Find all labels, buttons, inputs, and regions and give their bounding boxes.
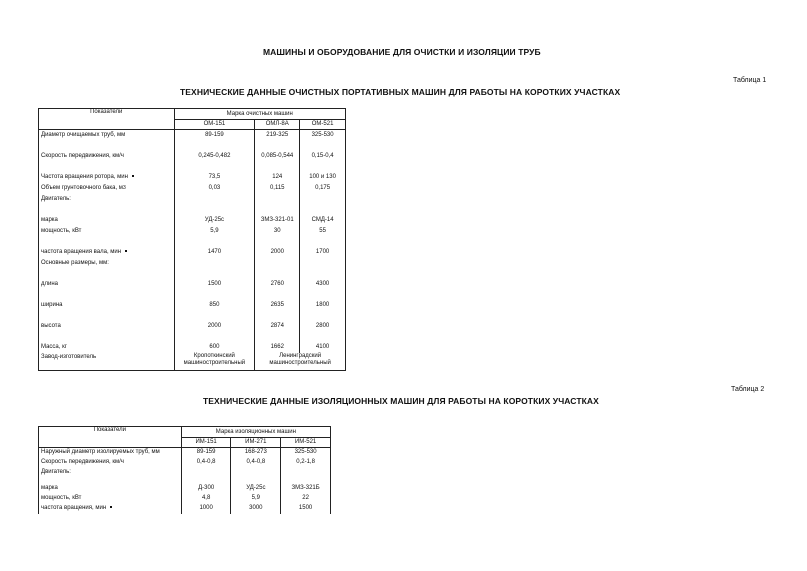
row-label: марка bbox=[39, 484, 182, 494]
table2-header-param: Показатели bbox=[39, 427, 182, 448]
table-row bbox=[39, 247, 346, 258]
table1-number: Таблица 1 bbox=[733, 77, 767, 84]
table-row bbox=[39, 130, 346, 141]
cell: 73,5 bbox=[174, 172, 255, 183]
cell: 124 bbox=[255, 172, 300, 183]
cell: 55 bbox=[300, 226, 346, 237]
row-label: Наружный диаметр изолируемых труб, мм bbox=[39, 448, 182, 458]
cell: 850 bbox=[174, 300, 255, 311]
table-row bbox=[39, 183, 346, 194]
row-label: марка bbox=[39, 215, 175, 226]
cell: 2000 bbox=[174, 321, 255, 332]
row-label: мощность, кВт bbox=[39, 494, 182, 504]
cell: 5,9 bbox=[174, 226, 255, 237]
table2-model-1: ИМ-151 bbox=[181, 438, 231, 448]
table2-title: ТЕХНИЧЕСКИЕ ДАННЫЕ ИЗОЛЯЦИОННЫХ МАШИН ДЛЯ РАБОТЫ НА КОРОТКИХ УЧАСТКАХ bbox=[203, 396, 599, 406]
table-row bbox=[39, 215, 346, 226]
table2-header-group: Марка изоляционных машин bbox=[181, 427, 330, 438]
cell: 1800 bbox=[300, 300, 346, 311]
table-row bbox=[39, 194, 346, 205]
table2-model-2: ИМ-271 bbox=[231, 438, 281, 448]
table-row bbox=[39, 258, 346, 269]
cell: 0,03 bbox=[174, 183, 255, 194]
cell: 1700 bbox=[300, 247, 346, 258]
table-row bbox=[39, 484, 331, 494]
table-row bbox=[39, 279, 346, 290]
cell: 89-159 bbox=[181, 448, 231, 458]
cell: 0,085-0,544 bbox=[255, 151, 300, 162]
cell: 2874 bbox=[255, 321, 300, 332]
cell: 1500 bbox=[281, 504, 331, 514]
table-row bbox=[39, 353, 346, 371]
cell: УД-25с bbox=[231, 484, 281, 494]
main-title: МАШИНЫ И ОБОРУДОВАНИЕ ДЛЯ ОЧИСТКИ И ИЗОЛЯЦИИ ТРУБ bbox=[263, 47, 541, 57]
cell: 2000 bbox=[255, 247, 300, 258]
cell: 0,4-0,8 bbox=[181, 458, 231, 468]
cell: ЗМЗ-321Б bbox=[281, 484, 331, 494]
table1-header-param: Показатели bbox=[39, 109, 175, 130]
row-label: ширина bbox=[39, 300, 175, 311]
superscript-mark bbox=[125, 250, 127, 252]
cell: 3000 bbox=[231, 504, 281, 514]
table1-header-group: Марка очистных машин bbox=[174, 109, 345, 120]
cell: 30 bbox=[255, 226, 300, 237]
cell: 1500 bbox=[174, 279, 255, 290]
cell: 4100 bbox=[300, 342, 346, 353]
table-row bbox=[39, 468, 331, 478]
cell: Д-300 bbox=[181, 484, 231, 494]
row-label: Двигатель: bbox=[39, 194, 175, 205]
row-label: Частота вращения ротора, мин bbox=[39, 172, 175, 183]
cell: 0,245-0,482 bbox=[174, 151, 255, 162]
cell: 0,2-1,8 bbox=[281, 458, 331, 468]
cell: ЗМЗ-321-01 bbox=[255, 215, 300, 226]
cell: 325-530 bbox=[281, 448, 331, 458]
table-row bbox=[39, 300, 346, 311]
superscript-mark bbox=[110, 506, 112, 508]
table1-title: ТЕХНИЧЕСКИЕ ДАННЫЕ ОЧИСТНЫХ ПОРТАТИВНЫХ МАШИН ДЛЯ РАБОТЫ НА КОРОТКИХ УЧАСТКАХ bbox=[180, 87, 621, 97]
table-row bbox=[39, 226, 346, 237]
row-label: мощность, кВт bbox=[39, 226, 175, 237]
cell: 0,115 bbox=[255, 183, 300, 194]
cell: 100 и 130 bbox=[300, 172, 346, 183]
cell: 0,175 bbox=[300, 183, 346, 194]
cell: 219-325 bbox=[255, 130, 300, 141]
table1 bbox=[38, 108, 346, 371]
table-row bbox=[39, 342, 346, 353]
row-label: Скорость передвижения, км/ч bbox=[39, 458, 182, 468]
cell: 0,4-0,8 bbox=[231, 458, 281, 468]
table-row bbox=[39, 151, 346, 162]
cell: 22 bbox=[281, 494, 331, 504]
cell: 89-159 bbox=[174, 130, 255, 141]
cell: СМД-14 bbox=[300, 215, 346, 226]
cell: 1470 bbox=[174, 247, 255, 258]
row-label: Масса, кг bbox=[39, 342, 175, 353]
cell: Ленинградский машиностроительный bbox=[255, 353, 346, 371]
cell: 4,8 bbox=[181, 494, 231, 504]
cell: 600 bbox=[174, 342, 255, 353]
table1-model-1: ОМ-151 bbox=[174, 120, 255, 130]
cell: 325-530 bbox=[300, 130, 346, 141]
table2-number: Таблица 2 bbox=[731, 386, 765, 393]
table-row bbox=[39, 172, 346, 183]
row-label: частота вращения, мин bbox=[39, 504, 182, 514]
cell: 1000 bbox=[181, 504, 231, 514]
superscript-mark bbox=[132, 175, 134, 177]
table-row bbox=[39, 448, 331, 458]
table1-model-2: ОМЛ-8А bbox=[255, 120, 300, 130]
row-label: Двигатель: bbox=[39, 468, 182, 478]
cell: 2760 bbox=[255, 279, 300, 290]
cell: 0,15-0,4 bbox=[300, 151, 346, 162]
cell: 2800 bbox=[300, 321, 346, 332]
table1-model-3: ОМ-521 bbox=[300, 120, 346, 130]
table2-model-3: ИМ-521 bbox=[281, 438, 331, 448]
row-label: Скорость передвижения, км/ч bbox=[39, 151, 175, 162]
cell: Кропоткинский машиностроительный bbox=[174, 353, 255, 371]
table-row bbox=[39, 494, 331, 504]
row-label: Объем грунтовочного бака, $м^3$ bbox=[39, 183, 175, 194]
table-row bbox=[39, 504, 331, 514]
row-label: частота вращения вала, мин bbox=[39, 247, 175, 258]
cell: УД-25с bbox=[174, 215, 255, 226]
cell: 5,9 bbox=[231, 494, 281, 504]
row-label: Основные размеры, мм: bbox=[39, 258, 175, 269]
row-label: высота bbox=[39, 321, 175, 332]
row-label: длина bbox=[39, 279, 175, 290]
row-label: Завод-изготовитель bbox=[39, 353, 175, 371]
table-row bbox=[39, 458, 331, 468]
cell: 2635 bbox=[255, 300, 300, 311]
table-row bbox=[39, 321, 346, 332]
cell: 4300 bbox=[300, 279, 346, 290]
cell: 168-273 bbox=[231, 448, 281, 458]
table2 bbox=[38, 426, 331, 514]
row-label: Диаметр очищаемых труб, мм bbox=[39, 130, 175, 141]
cell: 1662 bbox=[255, 342, 300, 353]
